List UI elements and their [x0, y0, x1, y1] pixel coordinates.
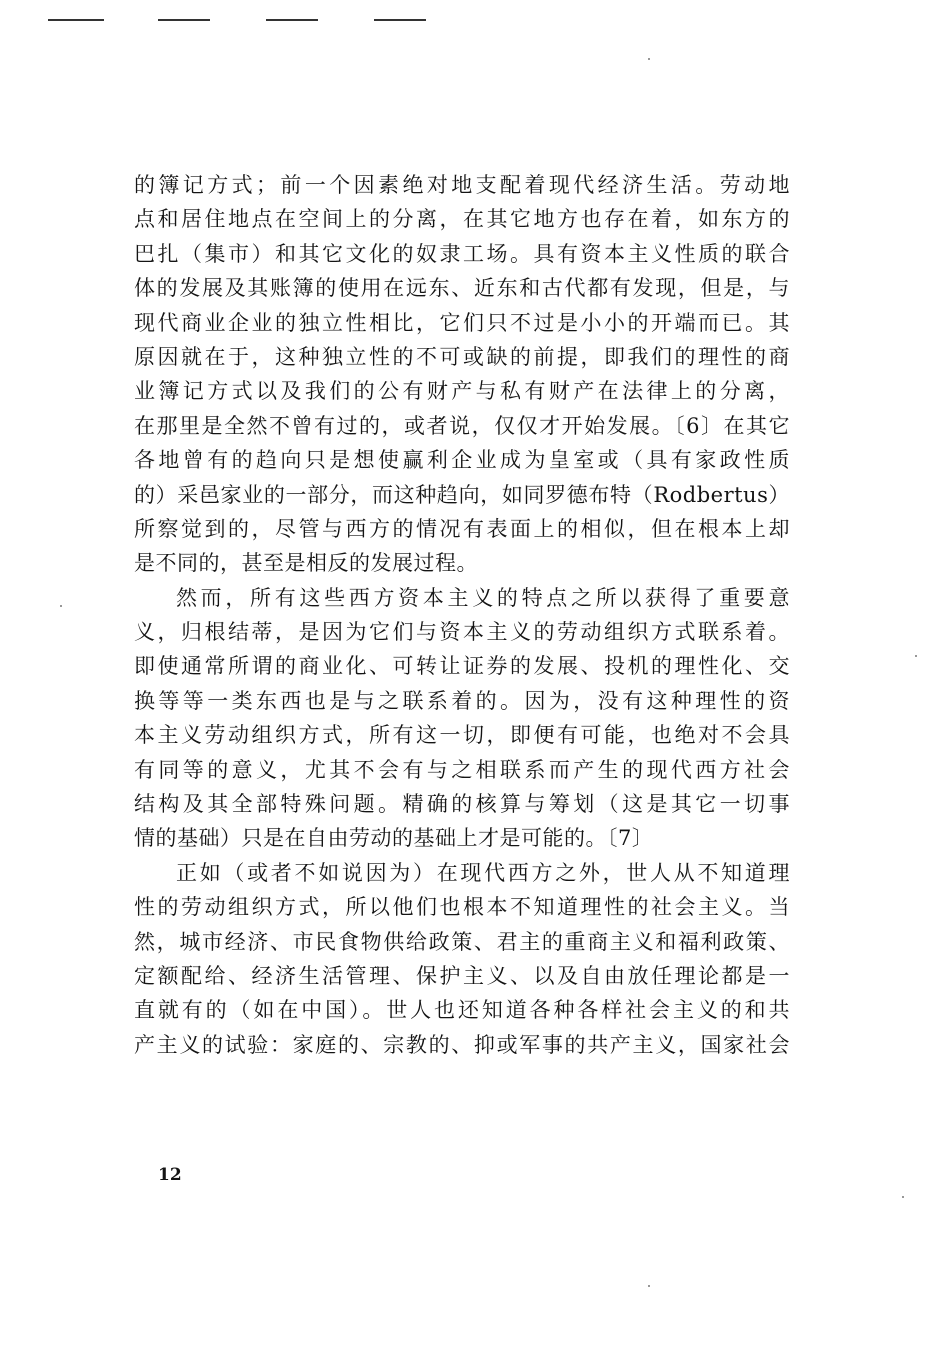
scan-speck [915, 655, 917, 657]
text-line: 产主义的试验：家庭的、宗教的、抑或军事的共产主义，国家社会 [134, 1032, 790, 1057]
text-line: 巴扎（集市）和其它文化的奴隶工场。具有资本主义性质的联合 [134, 241, 790, 266]
text-line: 换等等一类东西也是与之联系着的。因为，没有这种理性的资 [134, 688, 790, 713]
text-line: 的）采邑家业的一部分，而这种趋向，如同罗德布特（Rodbertus） [134, 482, 790, 507]
text-line: 原因就在于，这种独立性的不可或缺的前提，即我们的理性的商 [134, 344, 790, 369]
text-line: 即使通常所谓的商业化、可转让证券的发展、投机的理性化、交 [134, 654, 790, 679]
text-line: 现代商业企业的独立性相比，它们只不过是小小的开端而已。其 [134, 310, 790, 335]
header-rule-2 [158, 19, 210, 21]
text-line: 体的发展及其账簿的使用在远东、近东和古代都有发现，但是，与 [134, 276, 790, 301]
scan-speck [648, 1285, 650, 1287]
text-line: 有同等的意义，尤其不会有与之相联系而产生的现代西方社会 [134, 757, 790, 782]
text-line: 的簿记方式；前一个因素绝对地支配着现代经济生活。劳动地 [134, 173, 790, 197]
text-line: 直就有的（如在中国）。世人也还知道各种各样社会主义的和共 [134, 998, 790, 1023]
text-line: 本主义劳动组织方式，所有这一切，即便有可能，也绝对不会具 [134, 723, 790, 748]
scan-speck [902, 1196, 904, 1198]
header-rule-1 [48, 19, 104, 21]
scan-speck [648, 58, 650, 60]
text-line: 性的劳动组织方式，所以他们也根本不知道理性的社会主义。当 [134, 895, 790, 920]
text-line: 情的基础）只是在自由劳动的基础上才是可能的。〔7〕 [134, 826, 654, 851]
page-number: 12 [158, 1165, 182, 1185]
text-line: 各地曾有的趋向只是想使赢利企业成为皇室或（具有家政性质 [134, 448, 790, 473]
text-line: 义，归根结蒂，是因为它们与资本主义的劳动组织方式联系着。 [134, 620, 790, 645]
text-line: 业簿记方式以及我们的公有财产与私有财产在法律上的分离， [134, 379, 790, 404]
text-line: 结构及其全部特殊问题。精确的核算与筹划（这是其它一切事 [134, 792, 790, 817]
text-line: 然而，所有这些西方资本主义的特点之所以获得了重要意 [176, 585, 790, 610]
text-line: 然，城市经济、市民食物供给政策、君主的重商主义和福利政策、 [134, 929, 790, 954]
header-rule-4 [374, 19, 426, 21]
header-rule-3 [266, 19, 318, 21]
text-line: 所察觉到的，尽管与西方的情况有表面上的相似，但在根本上却 [134, 516, 790, 541]
scan-speck [60, 605, 62, 607]
text-line: 在那里是全然不曾有过的，或者说，仅仅才开始发展。〔6〕在其它 [134, 413, 790, 438]
text-line: 是不同的，甚至是相反的发展过程。 [134, 551, 478, 576]
text-line: 点和居住地点在空间上的分离，在其它地方也存在着，如东方的 [134, 207, 790, 232]
body-text [134, 168, 790, 1062]
text-line: 正如（或者不如说因为）在现代西方之外，世人从不知道理 [176, 860, 790, 885]
text-line: 定额配给、经济生活管理、保护主义、以及自由放任理论都是一 [134, 963, 790, 988]
